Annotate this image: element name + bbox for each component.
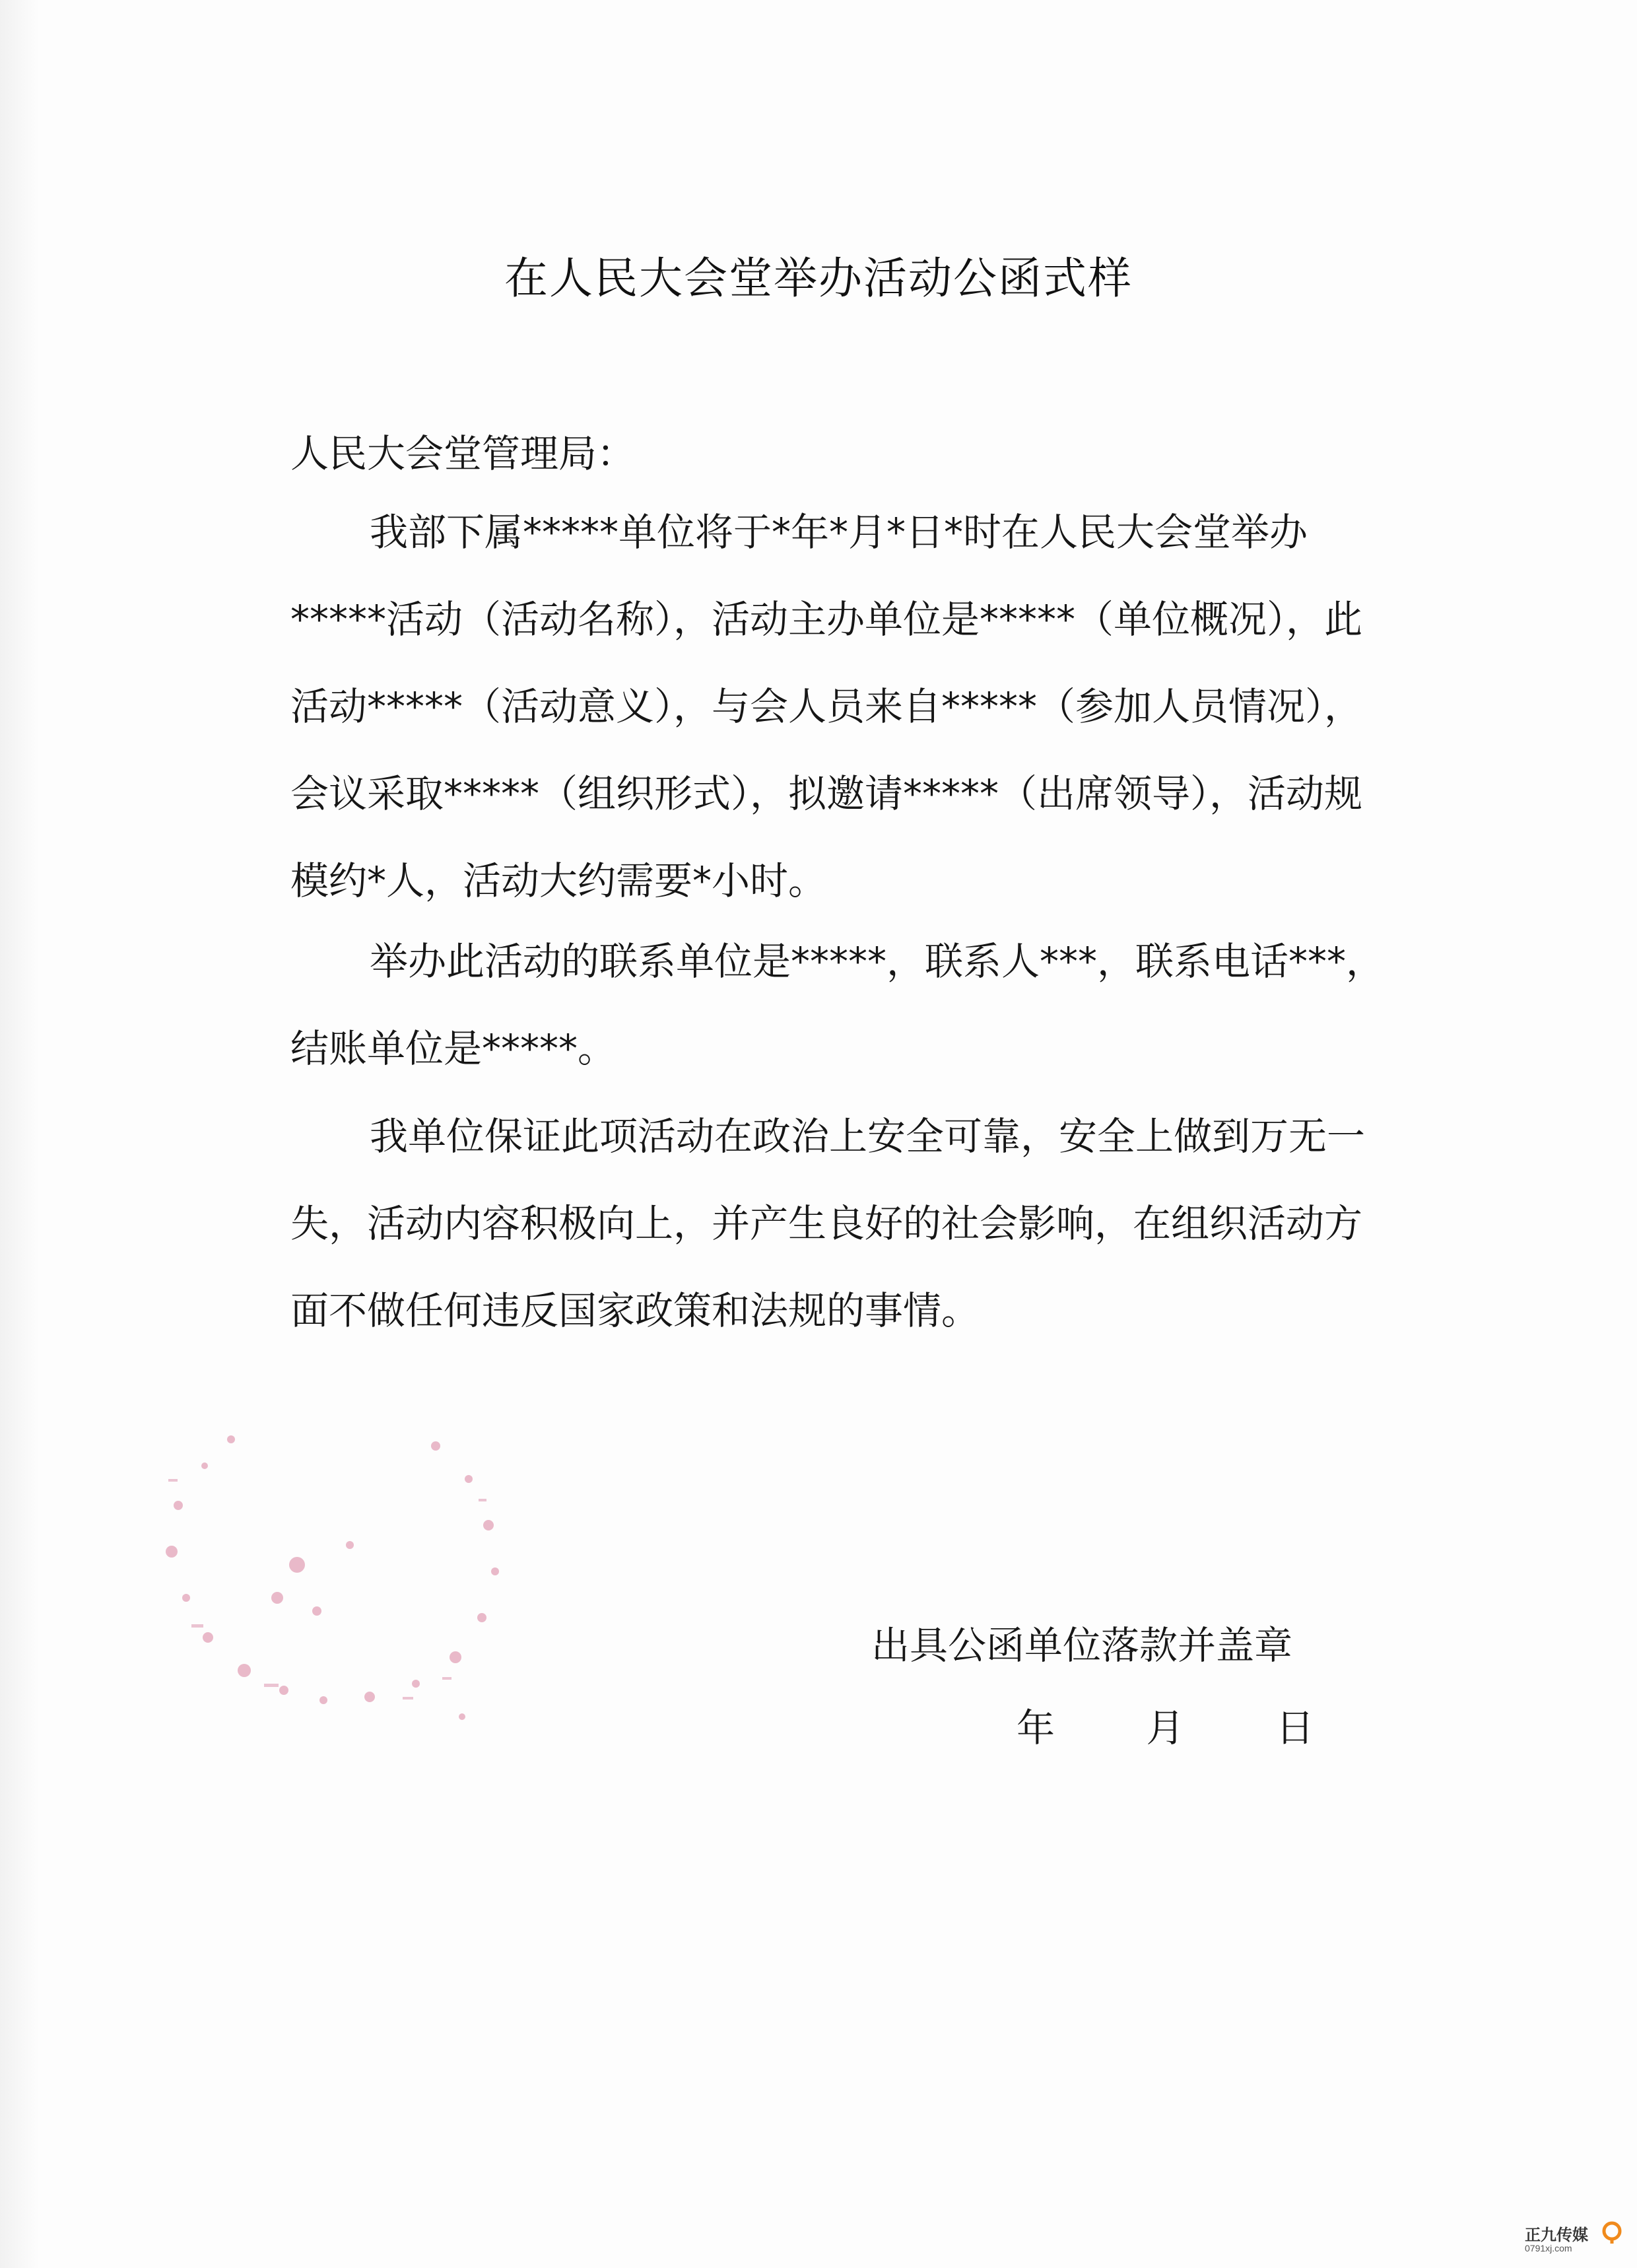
paragraph-3-line: 面不做任何违反国家政策和法规的事情。	[290, 1288, 980, 1333]
watermark-text: 正九传媒	[1525, 2226, 1588, 2244]
paragraph-3-line: 我单位保证此项活动在政治上安全可靠，安全上做到万无一	[370, 1114, 1366, 1159]
date-line: 年 月 日	[1017, 1705, 1341, 1750]
scan-edge-shadow	[0, 0, 40, 2268]
location-pin-icon	[1600, 2220, 1624, 2244]
paragraph-3	[290, 1093, 1426, 1354]
issuer-signature-line: 出具公函单位落款并盖章	[871, 1623, 1293, 1668]
document-title: 在人民大会堂举办活动公函式样	[504, 253, 1133, 304]
paragraph-1	[290, 489, 1426, 924]
watermark-url: 0791xj.com	[1525, 2243, 1572, 2253]
paragraph-2	[290, 918, 1426, 1092]
paragraph-1-line: 模约*人，活动大约需要*小时。	[290, 858, 827, 903]
paragraph-1-line: 我部下属*****单位将于*年*月*日*时在人民大会堂举办	[370, 510, 1308, 555]
paragraph-1-line: 活动*****（活动意义），与会人员来自*****（参加人员情况），	[290, 684, 1363, 729]
site-watermark	[1525, 2219, 1624, 2259]
salutation: 人民大会堂管理局：	[290, 431, 636, 476]
paragraph-3-line: 失，活动内容积极向上，并产生良好的社会影响，在组织活动方	[290, 1201, 1363, 1246]
paragraph-2-line: 举办此活动的联系单位是*****，联系人***，联系电话***，	[370, 939, 1385, 984]
paragraph-1-line: 会议采取*****（组织形式），拟邀请*****（出席领导），活动规	[290, 771, 1363, 816]
faded-seal-stamp	[152, 1400, 561, 1770]
paragraph-1-line: *****活动（活动名称），活动主办单位是*****（单位概况），此	[290, 597, 1363, 642]
paragraph-2-line: 结账单位是*****。	[290, 1026, 617, 1071]
